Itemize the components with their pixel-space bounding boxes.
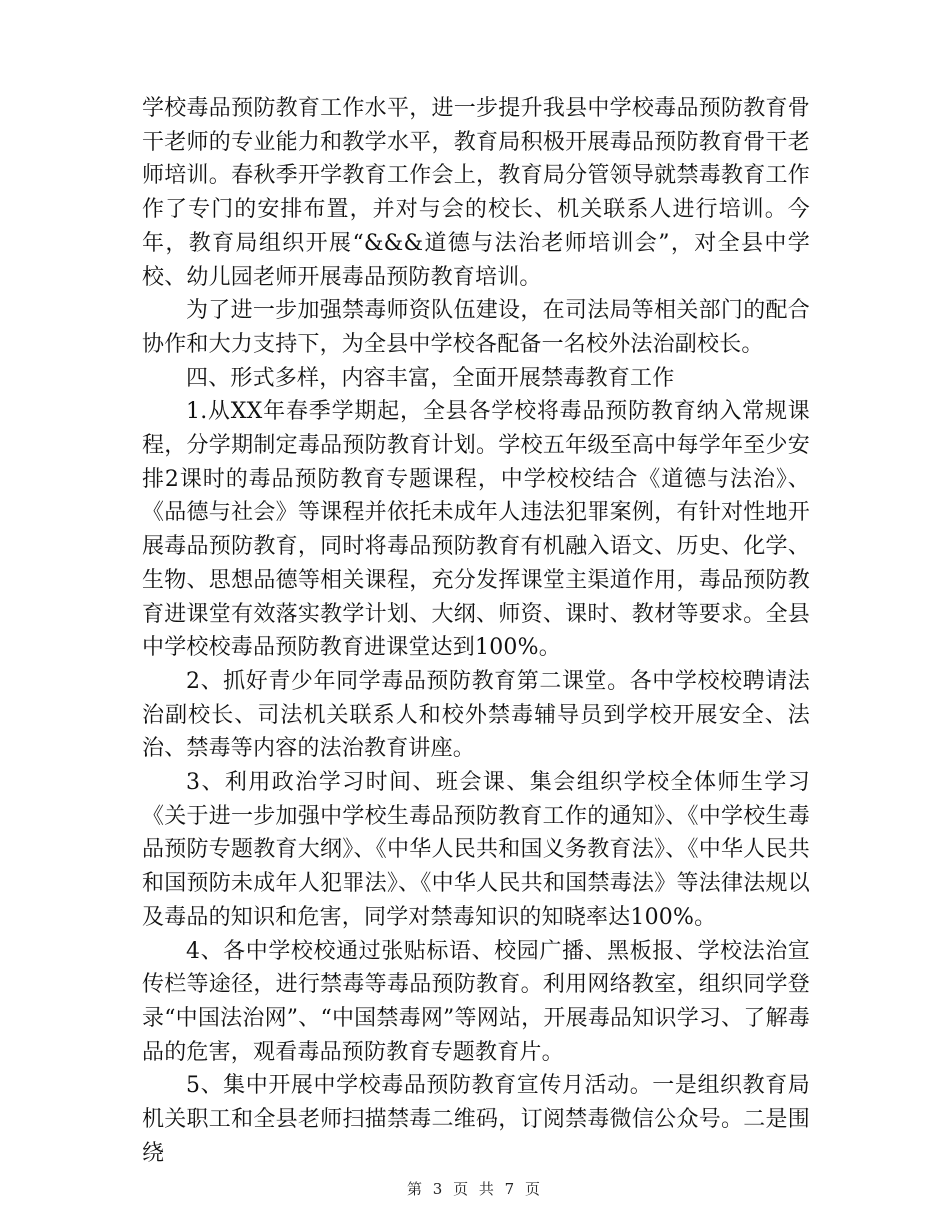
- paragraph-item-4: 4、各中学校校通过张贴标语、校园广播、黑板报、学校法治宣传栏等途径，进行禁毒等毒品预防教育。利用网络教室，组织同学登录“中国法治网”、“中国禁毒网”等网站，开展毒品知识学习、了解毒品的危害，观看毒品预防教育专题教育片。: [142, 938, 810, 1065]
- paragraph-1: 学校毒品预防教育工作水平，进一步提升我县中学校毒品预防教育骨干老师的专业能力和教学水平，教育局积极开展毒品预防教育骨干老师培训。春秋季开学教育工作会上，教育局分管领导就禁毒教育工作作了专门的安排布置，并对与会的校长、机关联系人进行培训。今年，教育局组织开展“&&&道德与法治老师培训会”，对全县中学校、幼儿园老师开展毒品预防教育培训。: [142, 96, 810, 290]
- paragraph-item-5: 5、集中开展中学校毒品预防教育宣传月活动。一是组织教育局机关职工和全县老师扫描禁毒二维码，订阅禁毒微信公众号。二是围绕: [142, 1073, 810, 1166]
- paragraph-item-3: 3、利用政治学习时间、班会课、集会组织学校全体师生学习《关于进一步加强中学校生毒品预防教育工作的通知》、《中学校生毒品预防专题教育大纲》、《中华人民共和国义务教育法》、《中华人民共和国预防未成年人犯罪法》、《中华人民共和国禁毒法》等法律法规以及毒品的知识和危害，同学对禁毒知识的知晓率达100%。: [142, 770, 810, 930]
- paragraph-2: 为了进一步加强禁毒师资队伍建设，在司法局等相关部门的配合协作和大力支持下，为全县中学校各配备一名校外法治副校长。: [142, 298, 810, 357]
- section-heading: 四、形式多样，内容丰富，全面开展禁毒教育工作: [186, 365, 675, 391]
- document-body: [142, 92, 810, 1171]
- paragraph-item-2: 2、抓好青少年同学毒品预防教育第二课堂。各中学校校聘请法治副校长、司法机关联系人和校外禁毒辅导员到学校开展安全、法治、禁毒等内容的法治教育讲座。: [142, 668, 810, 762]
- paragraph-item-1: 1.从XX年春季学期起，全县各学校将毒品预防教育纳入常规课程，分学期制定毒品预防教育计划。学校五年级至高中每学年至少安排2课时的毒品预防教育专题课程，中学校校结合《道德与法治》、《品德与社会》等课程并依托未成年人违法犯罪案例，有针对性地开展毒品预防教育，同时将毒品预防教育有机融入语文、历史、化学、生物、思想品德等相关课程，充分发挥课堂主渠道作用，毒品预防教育进课堂有效落实教学计划、大纲、师资、课时、教材等要求。全县中学校校毒品预防教育进课堂达到100%。: [142, 399, 810, 661]
- page-number-footer: 第 3 页 共 7 页: [407, 1180, 543, 1198]
